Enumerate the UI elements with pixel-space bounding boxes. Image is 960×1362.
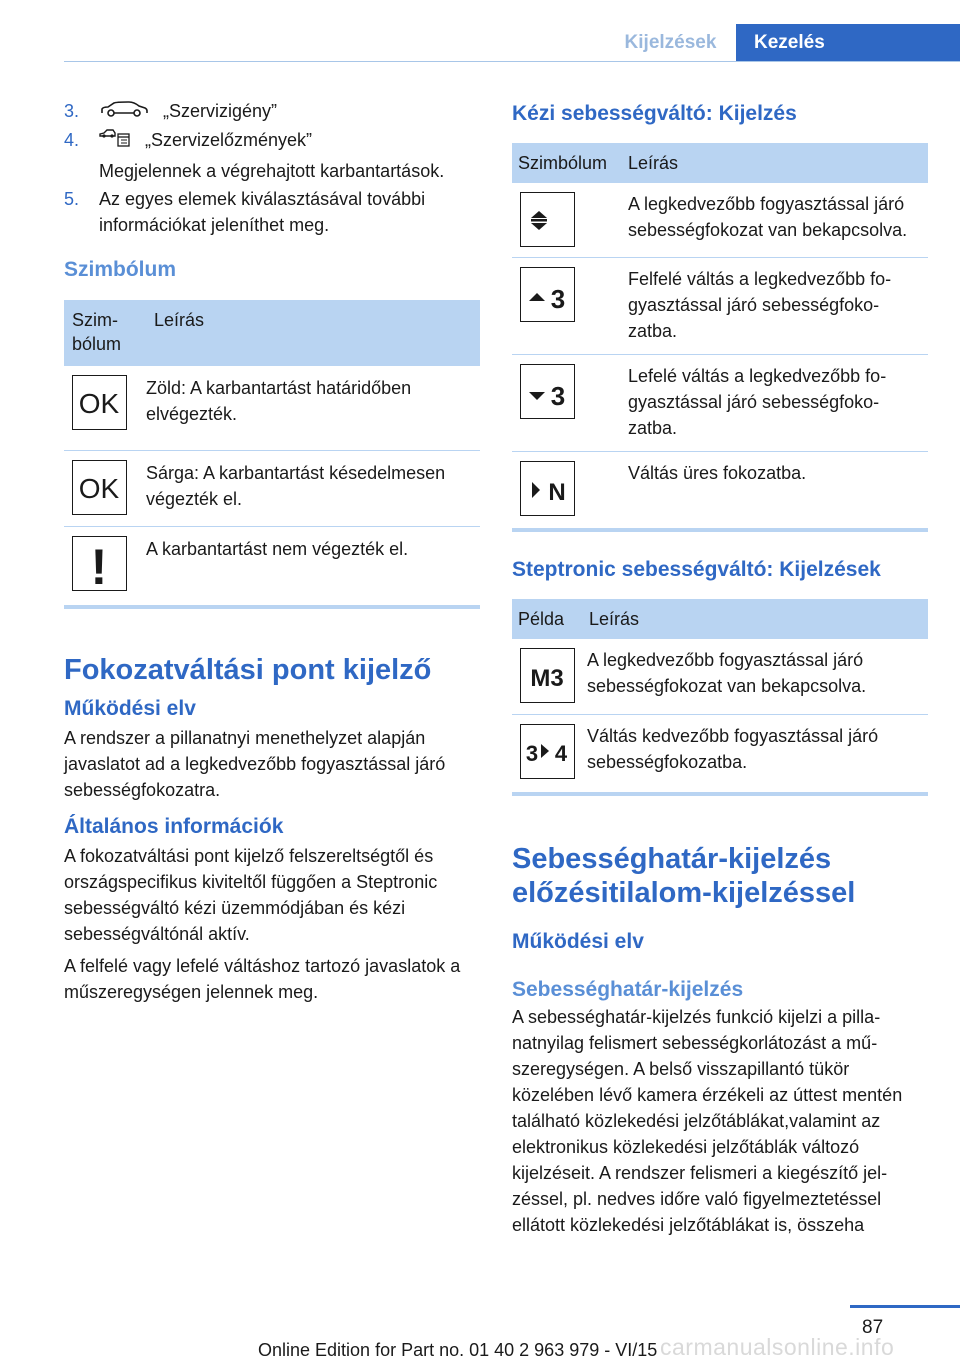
page-number: 87 <box>862 1317 884 1338</box>
footer-rule <box>850 1305 960 1308</box>
exclamation-symbol: ! <box>90 539 108 589</box>
shift-down-label: 3 <box>550 381 566 411</box>
table-row <box>512 183 928 258</box>
car-service-icon <box>99 99 149 125</box>
neutral-label: N <box>548 479 566 506</box>
header-rule <box>64 61 960 62</box>
manual-gear-table <box>512 143 928 528</box>
right-column <box>512 102 928 1238</box>
ok-green-icon <box>72 375 127 430</box>
chapter-tab[interactable]: Kezelés <box>736 24 960 62</box>
principle-text: A rendszer a pillanatnyi menethelyzet alapján javaslatot ad a legkedvezőbb fogyasztással járó sebességfokozatra. <box>64 728 446 800</box>
shift-down-3-icon <box>520 364 575 419</box>
ok-yellow-symbol: OK <box>78 473 120 504</box>
table-header-example: Példa <box>512 599 581 639</box>
table-header-description: Leírás <box>146 300 480 366</box>
table-row <box>64 451 480 527</box>
exclamation-icon <box>72 536 127 591</box>
shift-3-to-4-icon <box>520 724 575 779</box>
table-cell-description: Váltás üres fokozatba. <box>628 463 807 483</box>
table-header-symbol: Szimbólum <box>64 300 146 366</box>
table-header-description: Leírás <box>581 599 928 639</box>
table-row <box>512 258 928 355</box>
list-number: 5. <box>64 189 80 209</box>
section-title: Fokozatváltási pont kijelző <box>64 654 432 686</box>
table-end-bar <box>64 605 480 609</box>
principle-heading: Működési elv <box>512 930 644 953</box>
table-cell-description: A karbantartást nem végezték el. <box>146 539 409 559</box>
steptronic-heading: Steptronic sebességváltó: Kijelzések <box>512 558 881 581</box>
gear-optimal-icon <box>520 192 575 247</box>
speed-limit-text: A sebességhatár-kijelzés funkció kijelzi a pillanatnyilag felismert sebességkorlátozást a műszeregységen. A belső visszapillantó tükör közelében lévő kamera érzékeli az úttest mentén található közlekedési jelzőtáblákat,valamint az elektronikus közlekedési jelzőtáblák változó kijelzéseit. A rendszer felismeri a kiegészítő jelzéssel, pl. nedves időre való figyelmeztetéssel ellátott közlekedési jelzőtáblákat is, összeha <box>512 1007 903 1235</box>
m3-icon <box>520 648 575 703</box>
table-end-bar <box>512 528 928 532</box>
table-end-bar <box>512 792 928 796</box>
page-header <box>0 24 960 62</box>
list-item <box>64 127 480 184</box>
steptronic-table <box>512 599 928 790</box>
list-number: 3. <box>64 101 80 121</box>
list-number: 4. <box>64 130 80 151</box>
general-text: A felfelé vagy lefelé váltáshoz tartozó javaslatok a műszeregységen jelennek meg. <box>64 956 461 1002</box>
ok-yellow-icon <box>72 460 127 515</box>
ok-green-symbol: OK <box>78 388 120 419</box>
section-tab[interactable]: Kijelzések <box>624 32 717 53</box>
shift-up-3-icon <box>520 267 575 322</box>
list-text: „Szervizelőzmények” <box>145 130 313 151</box>
service-symbol-table <box>64 300 480 602</box>
list-text: Az egyes elemek kiválasztásával további információkat jeleníthet meg. <box>99 189 426 235</box>
list-subtext: Megjelennek a végrehajtott karbantartások. <box>99 161 445 181</box>
general-text: A fokozatváltási pont kijelző felszereltségtől és országspecifikus kiviteltől függően a Steptronic sebességváltó kézi üzemmódjában és kézi sebességváltónál aktív. <box>64 846 438 944</box>
car-calendar-icon <box>99 128 131 155</box>
table-cell-description: Sárga: A karbantartást késedelmesen végezték el. <box>146 451 480 527</box>
table-cell-description: Felfelé váltás a legkedvezőbb fogyasztással járó sebességfokozatba. <box>620 258 928 355</box>
table-row <box>64 527 480 603</box>
from-gear-label: 3 <box>525 741 539 766</box>
edition-note: Online Edition for Part no. 01 40 2 963 979 - VI/15 <box>258 1340 658 1360</box>
table-cell-description: Váltás kedvezőbb fogyasztással járó sebességfokozatba. <box>587 726 879 772</box>
general-heading: Általános információk <box>64 815 284 838</box>
table-row <box>64 366 480 451</box>
manual-heading: Kézi sebességváltó: Kijelzés <box>512 102 797 125</box>
to-gear-label: 4 <box>554 741 568 766</box>
principle-heading: Működési elv <box>64 697 196 720</box>
list-item <box>64 186 480 238</box>
table-header-symbol: Szimbólum <box>512 143 620 183</box>
list-item <box>64 98 480 125</box>
watermark: carmanualsonline.info <box>660 1334 895 1360</box>
table-cell-description: Zöld: A karbantartást határidőben elvégezték. <box>146 366 480 451</box>
shift-neutral-icon <box>520 461 575 516</box>
list-text: „Szervizigény” <box>163 101 278 121</box>
table-row <box>512 639 928 715</box>
m3-label: M3 <box>530 665 564 692</box>
speed-limit-title: Sebességhatár-kijelzés előzésitilalom-kijelzéssel <box>512 843 856 909</box>
table-row <box>512 355 928 452</box>
table-row <box>512 452 928 529</box>
table-header-description: Leírás <box>620 143 928 183</box>
table-cell-description: A legkedvezőbb fogyasztással járó sebességfokozat van bekapcsolva. <box>620 183 928 258</box>
shift-up-label: 3 <box>550 284 566 314</box>
symbol-heading: Szimbólum <box>64 258 177 281</box>
table-cell-description: Lefelé váltás a legkedvezőbb fogyasztással járó sebességfokozatba. <box>620 355 928 452</box>
left-column <box>64 98 480 1005</box>
speed-limit-subheading: Sebességhatár-kijelzés <box>512 978 744 1001</box>
table-cell-description: A legkedvezőbb fogyasztással járó sebességfokozat van bekapcsolva. <box>581 639 928 715</box>
table-row <box>512 715 928 791</box>
